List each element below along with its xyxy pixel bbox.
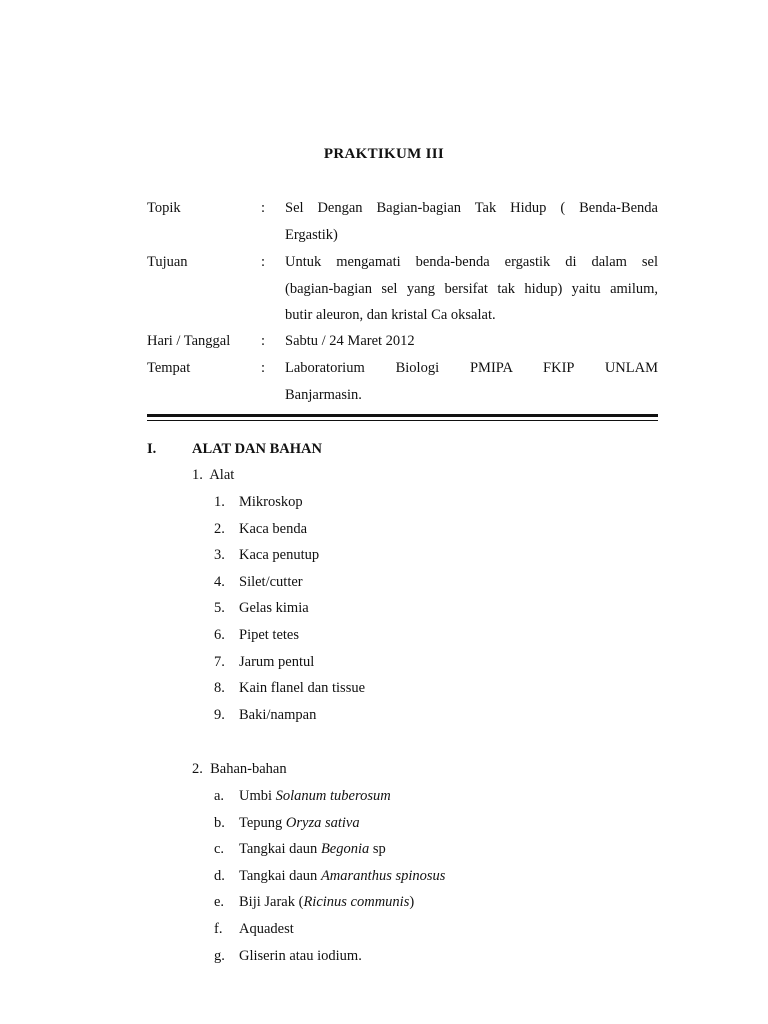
alat-item-number: 8. [214, 680, 225, 696]
alat-item: Kain flanel dan tissue [239, 680, 366, 696]
header-divider-thin [147, 420, 658, 421]
topik-value-line1: Sel Dengan Bagian-bagian Tak Hidup ( Benda-Benda [285, 200, 658, 216]
bahan-item-letter: e. [214, 894, 225, 910]
alat-item: Silet/cutter [239, 574, 303, 590]
topik-label: Topik [147, 200, 181, 216]
tempat-value-line1: Laboratorium Biologi PMIPA FKIP UNLAM [285, 360, 658, 376]
header-divider-thick [147, 414, 658, 417]
hari-tanggal-colon: : [261, 333, 266, 349]
bahan-item-text: Tangkai daun [239, 841, 321, 857]
tujuan-value-line3: butir aleuron, dan kristal Ca oksalat. [285, 307, 496, 323]
bahan-item-letter: a. [214, 788, 225, 804]
alat-item-number: 9. [214, 707, 225, 723]
topik-colon: : [261, 200, 266, 216]
bahan-item [239, 948, 362, 965]
page-title: PRAKTIKUM III [323, 146, 445, 162]
alat-item-number: 7. [214, 654, 225, 670]
bahan-item-text: Tangkai daun [239, 868, 321, 884]
section-title: ALAT DAN BAHAN [192, 441, 322, 457]
bahan-label: Bahan-bahan [210, 761, 287, 777]
bahan-item-species: Begonia [320, 841, 370, 857]
bahan-item-letter: d. [214, 868, 225, 884]
alat-item: Mikroskop [239, 494, 303, 510]
hari-tanggal-label: Hari / Tanggal [147, 333, 231, 349]
alat-item-number: 1. [214, 494, 225, 510]
alat-item-number: 4. [214, 574, 225, 590]
section-number: I. [147, 441, 157, 457]
bahan-item-species: Amaranthus spinosus [320, 868, 446, 884]
bahan-item-text: Gliserin atau iodium. [239, 948, 362, 964]
alat-item: Kaca benda [239, 521, 308, 537]
tempat-colon: : [261, 360, 266, 376]
bahan-number: 2. [192, 761, 203, 777]
bahan-item-letter: g. [214, 948, 225, 964]
alat-item-number: 6. [214, 627, 225, 643]
bahan-item [239, 815, 360, 832]
bahan-item-text: Tepung [239, 815, 286, 831]
alat-item-number: 5. [214, 600, 225, 616]
tempat-value-line2: Banjarmasin. [285, 387, 362, 403]
bahan-item-letter: b. [214, 815, 225, 831]
hari-tanggal-value: Sabtu / 24 Maret 2012 [285, 333, 415, 349]
bahan-item-suffix: sp [369, 841, 386, 857]
bahan-item [239, 788, 391, 805]
alat-item: Gelas kimia [239, 600, 309, 616]
alat-item: Jarum pentul [239, 654, 315, 670]
bahan-item [239, 868, 445, 885]
alat-item: Baki/nampan [239, 707, 317, 723]
tempat-label: Tempat [147, 360, 191, 376]
alat-item-number: 2. [214, 521, 225, 537]
alat-item: Pipet tetes [239, 627, 300, 643]
tujuan-label: Tujuan [147, 254, 188, 270]
bahan-item [239, 841, 386, 858]
bahan-item-species: Solanum tuberosum [275, 788, 391, 804]
bahan-item-species: Oryza sativa [285, 815, 360, 831]
bahan-item-text: Umbi [239, 788, 276, 804]
alat-label: Alat [209, 467, 235, 483]
alat-number: 1. [192, 467, 203, 483]
bahan-item-species: Ricinus communis [303, 894, 410, 910]
bahan-item-text: Biji Jarak ( [239, 894, 304, 910]
tujuan-colon: : [261, 254, 266, 270]
bahan-item [239, 894, 414, 911]
bahan-item-letter: c. [214, 841, 225, 857]
bahan-item-text: Aquadest [239, 921, 294, 937]
tujuan-value-line2: (bagian-bagian sel yang bersifat tak hidup) yaitu amilum, [285, 281, 658, 297]
topik-value-line2: Ergastik) [285, 227, 338, 243]
bahan-item [239, 921, 294, 938]
bahan-heading [192, 761, 287, 778]
alat-item-number: 3. [214, 547, 225, 563]
bahan-item-letter: f. [214, 921, 223, 937]
alat-heading [192, 467, 234, 484]
tujuan-value-line1: Untuk mengamati benda-benda ergastik di dalam sel [285, 254, 658, 270]
bahan-item-suffix: ) [409, 894, 415, 910]
alat-item: Kaca penutup [239, 547, 320, 563]
